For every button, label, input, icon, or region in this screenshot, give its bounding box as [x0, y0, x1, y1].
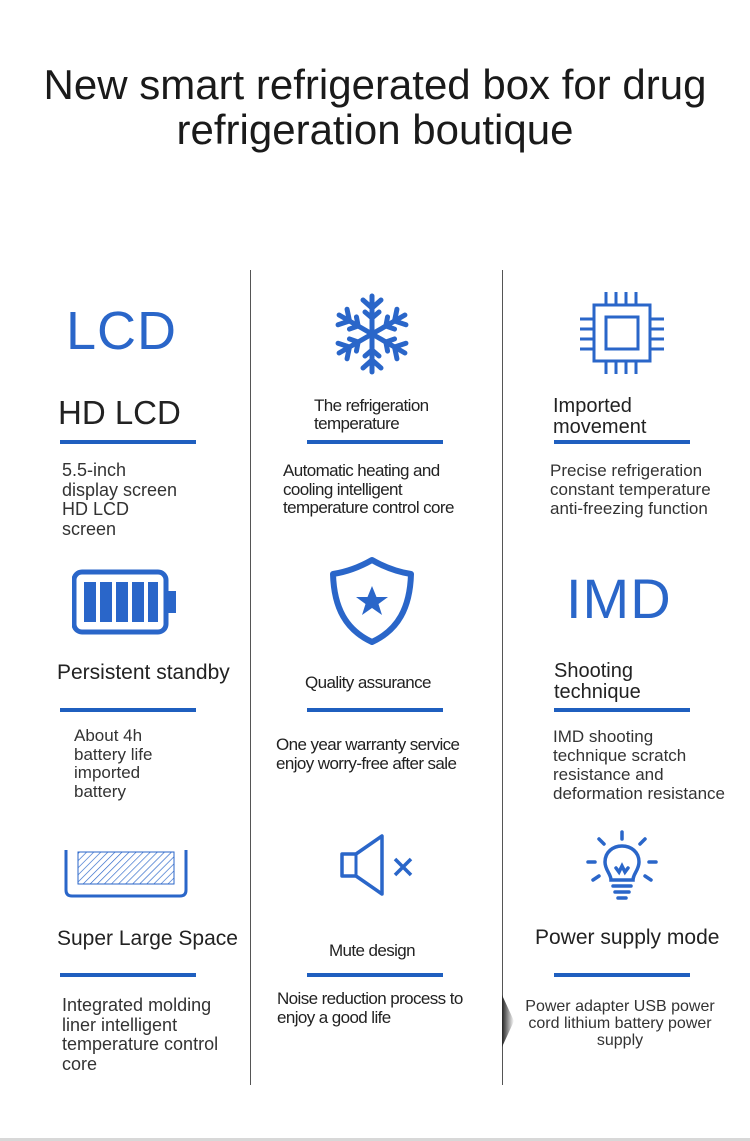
feature-description-quality-assurance: One year warranty service enjoy worry-free after sale — [276, 735, 460, 773]
shield-star-icon — [328, 556, 416, 651]
column-divider-right — [502, 270, 503, 1085]
feature-underline — [554, 708, 690, 712]
feature-description-super-large-space: Integrated molding liner intelligent temperature control core — [62, 995, 219, 1074]
feature-heading-imported-movement: Imported movement — [553, 395, 647, 438]
feature-heading-persistent-standby: Persistent standby — [57, 661, 230, 684]
decorative-shadow — [502, 995, 514, 1047]
feature-heading-refrigeration: The refrigeration temperature — [314, 396, 429, 433]
feature-description-refrigeration: Automatic heating and cooling intelligent temperature control core — [283, 461, 454, 517]
imd-text-icon: IMD — [566, 567, 672, 630]
lightbulb-icon — [585, 830, 659, 909]
snowflake-icon — [325, 292, 419, 381]
feature-underline — [60, 973, 196, 977]
chip-icon — [578, 290, 666, 381]
feature-description-power-supply-mode: Power adapter USB power cord lithium battery power supply — [525, 998, 715, 1049]
feature-heading-hd-lcd: HD LCD — [58, 394, 181, 431]
feature-heading-power-supply-mode: Power supply mode — [535, 926, 720, 949]
feature-underline — [307, 440, 443, 444]
column-divider-left — [250, 270, 251, 1085]
feature-description-imported-movement: Precise refrigeration constant temperature anti-freezing function — [550, 461, 711, 518]
page-title: New smart refrigerated box for drug refrigeration boutique — [43, 61, 707, 153]
lcd-text-icon: LCD — [66, 301, 178, 361]
container-icon — [64, 846, 188, 905]
speaker-mute-icon — [338, 832, 418, 903]
feature-description-hd-lcd: 5.5-inch display screen HD LCD screen — [62, 460, 178, 539]
feature-heading-shooting-technique: Shooting technique — [554, 660, 641, 703]
feature-heading-super-large-space: Super Large Space — [57, 927, 238, 950]
feature-underline — [554, 973, 690, 977]
feature-description-persistent-standby: About 4h battery life imported battery — [74, 726, 153, 801]
battery-icon — [72, 569, 180, 640]
feature-underline — [307, 708, 443, 712]
feature-description-shooting-technique: IMD shooting technique scratch resistance and deformation resistance — [553, 727, 725, 803]
feature-underline — [307, 973, 443, 977]
feature-underline — [60, 440, 196, 444]
feature-heading-quality-assurance: Quality assurance — [305, 673, 431, 692]
feature-underline — [60, 708, 196, 712]
feature-description-mute-design: Noise reduction process to enjoy a good life — [277, 989, 463, 1027]
feature-heading-mute-design: Mute design — [329, 941, 416, 960]
feature-underline — [554, 440, 690, 444]
